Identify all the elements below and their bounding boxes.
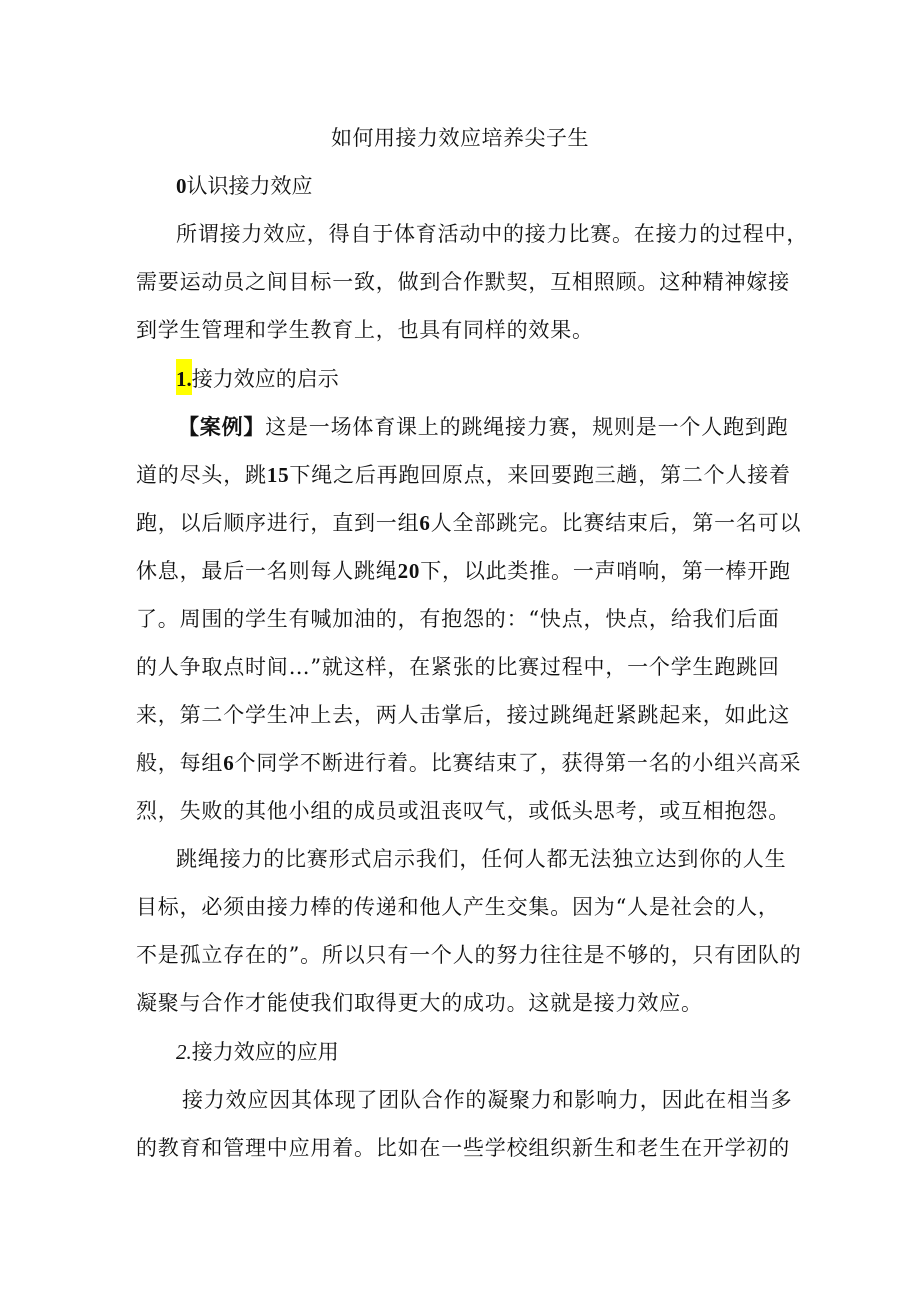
- case-text: 休息，最后一名则每人跳绳: [136, 559, 398, 583]
- case-text: 道的尽头，跳: [136, 463, 267, 487]
- paragraph-line: 跳绳接力的比赛形式启示我们，任何人都无法独立达到你的人生: [176, 847, 787, 871]
- section-heading-0: [176, 172, 313, 200]
- section-heading-2: [176, 1038, 339, 1066]
- case-number: 6: [419, 511, 431, 535]
- section-label: 接力效应的应用: [191, 1040, 339, 1064]
- case-paragraph-line: [136, 557, 791, 585]
- case-number: 6: [223, 751, 235, 775]
- case-text: 跑，以后顺序进行，直到一组: [136, 511, 420, 535]
- case-text: 个同学不断进行着。比赛结束了，获得第一名的小组兴高采: [234, 751, 802, 775]
- section-number-highlighted: 1.: [176, 359, 192, 395]
- paragraph-line: 不是孤立存在的”。所以只有一个人的努力往往是不够的，只有团队的: [136, 943, 802, 967]
- case-text: 般，每组: [136, 751, 224, 775]
- paragraph-line: 所谓接力效应，得自于体育活动中的接力比赛。在接力的过程中，: [176, 222, 809, 246]
- case-paragraph-line: [136, 749, 801, 777]
- case-paragraph-line: 来，第二个学生冲上去，两人击掌后，接过跳绳赶紧跳起来，如此这: [136, 703, 790, 727]
- case-paragraph-line: [136, 461, 791, 489]
- case-number: 15: [266, 463, 290, 487]
- section-label: 接力效应的启示: [191, 367, 339, 391]
- case-text: 下绳之后再跑回原点，来回要跑三趟，第二个人接着: [289, 463, 791, 487]
- paragraph-line: 需要运动员之间目标一致，做到合作默契，互相照顾。这种精神嫁接: [136, 270, 790, 294]
- section-number: 0: [176, 174, 187, 198]
- case-paragraph-line: 的人争取点时间…”就这样，在紧张的比赛过程中，一个学生跑跳回: [136, 655, 780, 679]
- case-number: 20: [397, 559, 421, 583]
- paragraph-line: 的教育和管理中应用着。比如在一些学校组织新生和老生在开学初的: [136, 1136, 790, 1160]
- document-title: 如何用接力效应培养尖子生: [331, 126, 589, 150]
- case-paragraph-line: [178, 413, 788, 441]
- case-paragraph-line: [136, 509, 801, 537]
- section-heading-1: [176, 365, 339, 393]
- case-text: 人全部跳完。比赛结束后，第一名可以: [430, 511, 802, 535]
- case-paragraph-line: 了。周围的学生有喊加油的，有抱怨的：“快点，快点，给我们后面: [136, 607, 780, 631]
- section-number: 2.: [176, 1040, 192, 1064]
- section-label: 认识接力效应: [186, 174, 313, 198]
- case-text: 下，以此类推。一声哨响，第一棒开跑: [420, 559, 791, 583]
- case-text: 这是一场体育课上的跳绳接力赛，规则是一个人跑到跑: [265, 415, 789, 439]
- paragraph-line: 凝聚与合作才能使我们取得更大的成功。这就是接力效应。: [136, 991, 703, 1015]
- paragraph-line: 目标，必须由接力棒的传递和他人产生交集。因为“人是社会的人，: [136, 895, 780, 919]
- case-tag: 【案例】: [178, 414, 266, 439]
- paragraph-line: 接力效应因其体现了团队合作的凝聚力和影响力，因此在相当多: [182, 1088, 793, 1112]
- case-paragraph-line: 烈，失败的其他小组的成员或沮丧叹气，或低头思考，或互相抱怨。: [136, 799, 790, 823]
- paragraph-line: 到学生管理和学生教育上，也具有同样的效果。: [136, 318, 594, 342]
